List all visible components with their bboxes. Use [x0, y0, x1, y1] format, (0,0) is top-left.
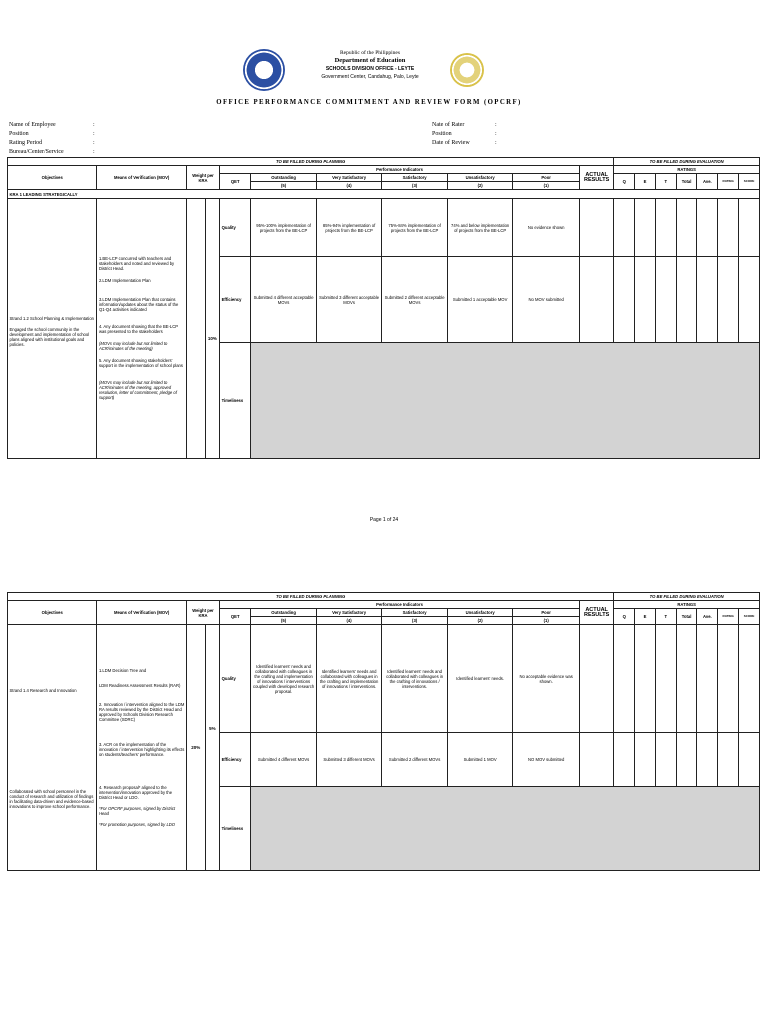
efficiency-poor: NO MOV submitted — [513, 733, 580, 787]
scale-4: (4) — [316, 182, 382, 190]
division-text: SCHOOLS DIVISION OFFICE - LEYTE — [325, 66, 415, 72]
scale-2: (2) — [447, 617, 513, 625]
qet-timeliness: Timeliness — [220, 343, 251, 459]
qet-quality: Quality — [220, 625, 251, 733]
strand-description: Collaborated with school personnel in the conduct of research and utilization of findings in facilitating data-driven and evidence-based innovations to improve school performance. — [9, 789, 94, 809]
quality-unsatisfactory: 74% and below implementation of projects from the BE-LCP — [447, 199, 513, 257]
scale-3: (3) — [382, 617, 448, 625]
rating-ave-cell[interactable] — [697, 625, 718, 733]
rating-cell[interactable] — [718, 199, 739, 257]
score-cell[interactable] — [739, 625, 760, 733]
mov-header: Means of Verification (MOV) — [97, 601, 186, 625]
score-header: SCORE — [739, 609, 760, 625]
colon: : — [495, 140, 497, 146]
colon: : — [93, 149, 95, 155]
quality-poor: No evidence shown — [513, 199, 580, 257]
efficiency-very-satisfactory: Submitted 3 different acceptable MOVs — [316, 257, 382, 343]
strand-title: Strand 1.4 Research and Innovation — [9, 688, 77, 693]
efficiency-outstanding: Submitted 4 different acceptable MOVs — [251, 257, 317, 343]
address-text: Government Center, Candahug, Palo, Leyte — [321, 74, 419, 80]
mov-header: Means of Verification (MOV) — [97, 166, 186, 190]
rating-t-cell[interactable] — [655, 733, 676, 787]
rating-total-cell[interactable] — [676, 257, 697, 343]
info-rater-position-label: Position — [432, 131, 452, 137]
opcrf-table-page1 — [7, 157, 760, 459]
scale-4: (4) — [316, 617, 382, 625]
planning-header: TO BE FILLED DURING PLANNING — [8, 593, 614, 601]
efficiency-poor: No MOV submitted — [513, 257, 580, 343]
efficiency-outstanding: Submitted 4 different MOVs — [251, 733, 317, 787]
mov-item: LDM Readiness Assessment Results (RAR) — [98, 683, 181, 688]
rating-e-cell[interactable] — [635, 733, 656, 787]
form-title: OFFICE PERFORMANCE COMMITMENT AND REVIEW FORM (OPCRF) — [216, 99, 522, 106]
rating-t-cell[interactable] — [655, 199, 676, 257]
very-satisfactory-header: Very Satisfactory — [316, 609, 382, 617]
rating-q-cell[interactable] — [614, 733, 635, 787]
colon: : — [93, 140, 95, 146]
weight-header: Weight per KRA — [186, 166, 219, 190]
scale-2: (2) — [447, 182, 513, 190]
deped-seal-icon — [243, 49, 285, 91]
score-cell[interactable] — [739, 257, 760, 343]
info-position-label: Position — [9, 131, 29, 137]
performance-indicators-header: Performance Indicators — [220, 166, 580, 174]
strand-title: Strand 1.2 School Planning & Implementation — [9, 315, 95, 321]
total-header: Total — [676, 174, 697, 190]
efficiency-unsatisfactory: Submitted 1 MOV — [447, 733, 513, 787]
rating-e-cell[interactable] — [635, 199, 656, 257]
qet-header: QET — [220, 609, 251, 625]
actual-results-header: ACTUAL RESULTS — [579, 166, 613, 190]
info-employee-label: Name of Employee — [9, 122, 56, 128]
objective-cell — [8, 625, 97, 871]
score-header: SCORE — [739, 174, 760, 190]
qet-efficiency: Efficiency — [220, 257, 251, 343]
colon: : — [495, 131, 497, 137]
kra-title: KRA 1 LEADING STRATEGICALLY — [8, 190, 760, 199]
rating-q-cell[interactable] — [614, 625, 635, 733]
rating-t-cell[interactable] — [655, 625, 676, 733]
unsatisfactory-header: Unsatisfactory — [447, 174, 513, 182]
rating-cell[interactable] — [718, 733, 739, 787]
quality-poor: No acceptable evidence was shown. — [513, 625, 580, 733]
rating-e-cell[interactable] — [635, 625, 656, 733]
timeliness-shaded-area — [251, 787, 760, 871]
info-rater-label: Nate of Rater — [432, 122, 465, 128]
very-satisfactory-header: Very Satisfactory — [316, 174, 382, 182]
qet-quality: Quality — [220, 199, 251, 257]
rating-total-cell[interactable] — [676, 625, 697, 733]
department-text: Department of Education — [334, 57, 406, 64]
quality-satisfactory: 75%-84% implementation of projects from the BE-LCP — [382, 199, 448, 257]
evaluation-header: TO BE FILLED DURING EVALUATION — [614, 158, 760, 166]
page-number: Page 1 of 24 — [369, 517, 399, 523]
rating-cell[interactable] — [718, 625, 739, 733]
colon: : — [495, 122, 497, 128]
mov-item: 4. Any document showing that the BE-LCP was presented to the stakeholders — [98, 323, 179, 334]
info-rating-period-label: Rating Period — [9, 140, 43, 146]
actual-results-header: ACTUAL RESULTS — [579, 601, 613, 625]
actual-result-cell[interactable] — [579, 199, 613, 257]
mov-note: *For OPCRF purposes, signed by District Head — [98, 806, 176, 816]
quality-outstanding: Identified learners' needs and collaborated with colleagues in the crafting and implementation of innovations / interventions coupled with developed research proposal. — [251, 625, 317, 733]
weight-value: 20% — [186, 625, 205, 871]
t-header: T — [655, 609, 676, 625]
mov-cell — [97, 625, 186, 871]
mov-note: (MOVs may include but not limited to ACR/minutes of the meeting) — [98, 340, 168, 351]
evaluation-header: TO BE FILLED DURING EVALUATION — [614, 593, 760, 601]
division-seal-icon — [450, 53, 484, 87]
mov-note: *For promotion purposes, signed by LDO — [98, 822, 176, 827]
colon: : — [93, 122, 95, 128]
efficiency-unsatisfactory: Submitted 1 acceptable MOV — [447, 257, 513, 343]
rating-e-cell[interactable] — [635, 257, 656, 343]
mov-cell — [97, 199, 186, 459]
satisfactory-header: Satisfactory — [382, 609, 448, 617]
actual-result-cell[interactable] — [579, 733, 613, 787]
objectives-header: Objectives — [8, 601, 97, 625]
scale-5: (5) — [251, 182, 317, 190]
qet-timeliness: Timeliness — [220, 787, 251, 871]
qet-efficiency: Efficiency — [220, 733, 251, 787]
qet-header: QET — [220, 174, 251, 190]
mov-item: 1.LDM Decision Tree and — [98, 668, 147, 673]
planning-header: TO BE FILLED DURING PLANNING — [8, 158, 614, 166]
actual-result-cell[interactable] — [579, 257, 613, 343]
rating-cell[interactable] — [718, 257, 739, 343]
mov-note: (MOVs may include but not limited to ACR/minutes of the meeting, approved resolution, letter of commitment, pledge of support) — [98, 379, 177, 400]
outstanding-header: Outstanding — [251, 609, 317, 617]
timeliness-shaded-area — [251, 343, 760, 459]
rating-q-cell[interactable] — [614, 199, 635, 257]
rating-t-cell[interactable] — [655, 257, 676, 343]
q-header: Q — [614, 174, 635, 190]
e-header: E — [635, 609, 656, 625]
outstanding-header: Outstanding — [251, 174, 317, 182]
quality-satisfactory: Identified learners' needs and collaborated with colleagues in the crafting of innovations / interventions. — [382, 625, 448, 733]
weight-value: 10% — [205, 199, 220, 459]
rating-header: RATING — [718, 174, 739, 190]
scale-1: (1) — [513, 617, 580, 625]
unsatisfactory-header: Unsatisfactory — [447, 609, 513, 617]
satisfactory-header: Satisfactory — [382, 174, 448, 182]
mov-item: 4. Research proposal* aligned to the intervention/innovation approved by the District Head or LDO. — [98, 785, 173, 800]
score-cell[interactable] — [739, 733, 760, 787]
ave-header: Ave. — [697, 174, 718, 190]
republic-text: Republic of the Philippines — [339, 50, 401, 56]
mov-item: 3. ACR on the implementation of the innovation / intervention highlighting its effects on students/teachers' performance. — [98, 742, 185, 757]
quality-very-satisfactory: 85%-94% implementation of projects from the BE-LCP — [316, 199, 382, 257]
weight-sub-value: 5% — [205, 625, 220, 871]
poor-header: Poor — [513, 174, 580, 182]
opcrf-table-page2 — [7, 592, 760, 871]
score-cell[interactable] — [739, 199, 760, 257]
poor-header: Poor — [513, 609, 580, 617]
rating-q-cell[interactable] — [614, 257, 635, 343]
efficiency-satisfactory: Submitted 2 different acceptable MOVs — [382, 257, 448, 343]
strand-description: Engaged the school community in the development and implementation of school plans aligned with institutional goals and policies. — [9, 326, 90, 347]
total-header: Total — [676, 609, 697, 625]
efficiency-very-satisfactory: Submitted 3 different MOVs — [316, 733, 382, 787]
rating-total-cell[interactable] — [676, 733, 697, 787]
scale-1: (1) — [513, 182, 580, 190]
ratings-header: RATINGS — [614, 166, 760, 174]
mov-item: 2.LDM Implementation Plan — [98, 277, 151, 283]
colon: : — [93, 131, 95, 137]
scale-3: (3) — [382, 182, 448, 190]
objective-cell — [8, 199, 97, 459]
scale-5: (5) — [251, 617, 317, 625]
rating-ave-cell[interactable] — [697, 733, 718, 787]
weight-spacer — [186, 199, 205, 459]
rating-ave-cell[interactable] — [697, 199, 718, 257]
efficiency-satisfactory: Submitted 2 different MOVs — [382, 733, 448, 787]
e-header: E — [635, 174, 656, 190]
performance-indicators-header: Performance Indicators — [220, 601, 580, 609]
t-header: T — [655, 174, 676, 190]
quality-very-satisfactory: Identified learners' needs and collaborated with colleagues in the crafting and implementation of innovations / interventions. — [316, 625, 382, 733]
rating-header: RATING — [718, 609, 739, 625]
mov-item: 2. Innovation / intervention aligned to the LDM RA results reviewed by the District Head and approved by Schools Division Research Committee (SDRC) — [98, 702, 185, 722]
quality-unsatisfactory: Identified learners' needs. — [447, 625, 513, 733]
mov-item: 1.BE-LCP concurred with teachers and stakeholders and noted and reviewed by District Head. — [98, 255, 175, 271]
weight-header: Weight per KRA — [186, 601, 219, 625]
info-review-date-label: Date of Review — [432, 140, 470, 146]
actual-result-cell[interactable] — [579, 625, 613, 733]
objectives-header: Objectives — [8, 166, 97, 190]
ave-header: Ave. — [697, 609, 718, 625]
ratings-header: RATINGS — [614, 601, 760, 609]
q-header: Q — [614, 609, 635, 625]
mov-item: 3.LDM Implementation Plan that contains information/updates about the status of the Q1-Q4 activities indicated — [98, 296, 179, 312]
rating-ave-cell[interactable] — [697, 257, 718, 343]
info-bureau-label: Bureau/Center/Service — [9, 149, 64, 155]
rating-total-cell[interactable] — [676, 199, 697, 257]
mov-item: 5. Any document showing stakeholders' support in the implementation of school plans — [98, 357, 183, 368]
quality-outstanding: 95%-100% implementation of projects from the BE-LCP — [251, 199, 317, 257]
